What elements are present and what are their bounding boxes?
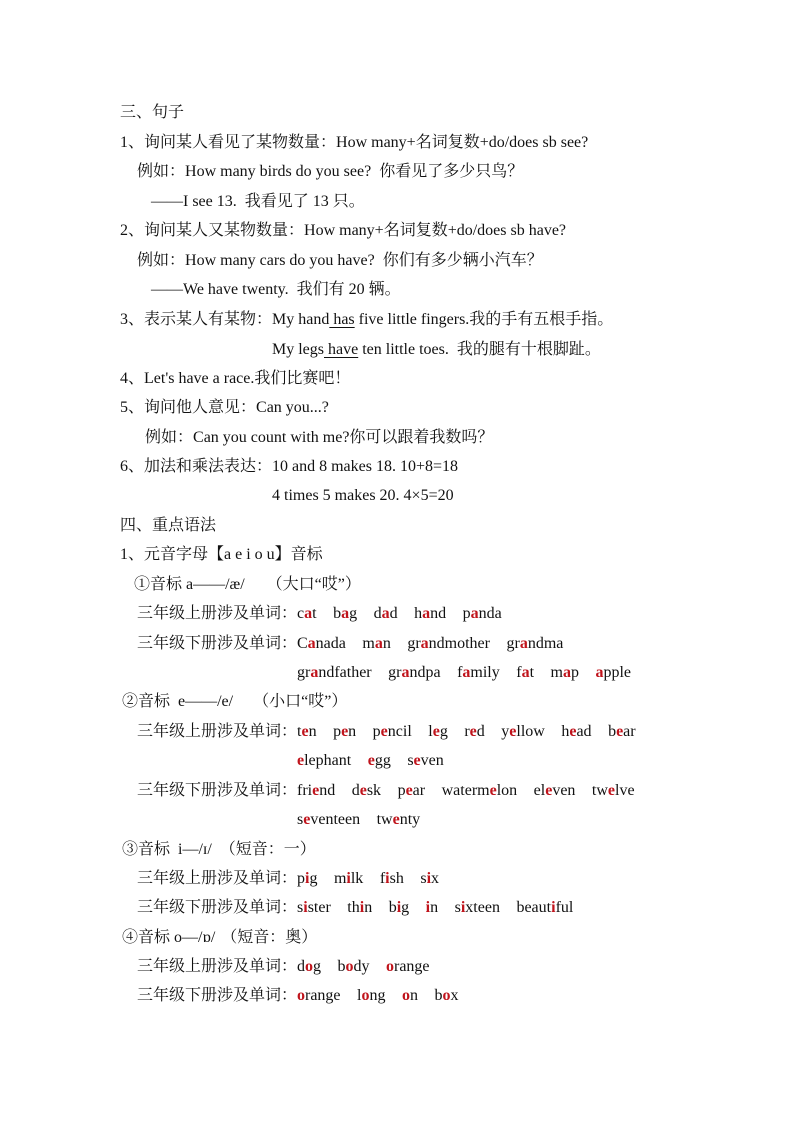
word-start: p (333, 723, 342, 740)
example-english: How many cars do you have? (185, 252, 375, 269)
word-start: l (428, 723, 433, 740)
vocab-word (297, 752, 351, 769)
highlighted-vowel: e (607, 782, 616, 799)
highlighted-vowel: a (310, 664, 319, 681)
vowel-i-upper-words (137, 868, 456, 890)
word-start: b (388, 899, 397, 916)
vocab-word (434, 987, 458, 1004)
highlighted-vowel: o (401, 987, 410, 1004)
word-end: n (308, 723, 317, 740)
vocab-word (407, 752, 443, 769)
word-list-label: 三年级上册涉及单词： (137, 723, 298, 740)
vocab-word (386, 958, 430, 975)
word-start: h (561, 723, 570, 740)
word-end: nty (399, 811, 421, 828)
word-start: p (372, 723, 381, 740)
math-expression-line (272, 485, 454, 507)
example-chinese: 你看见了多少只鸟？ (379, 163, 524, 180)
word-end: n (430, 899, 439, 916)
highlighted-vowel: e (489, 782, 497, 799)
highlighted-vowel: a (401, 664, 410, 681)
vocab-word (516, 899, 573, 916)
example-prefix: 例如： (137, 163, 186, 180)
vowel-e-title (122, 691, 347, 713)
word-end: ar (623, 723, 636, 740)
word-end: mily (470, 664, 500, 681)
vocab-word (463, 605, 502, 622)
word-end: g (439, 723, 448, 740)
vocab-word (380, 870, 404, 887)
phonetic-note: （大口“哎”） (266, 576, 361, 593)
section-heading-sentences: 三、句子 (120, 104, 185, 121)
vocab-word (561, 723, 591, 740)
word-start: s (297, 811, 304, 828)
word-end: t (312, 605, 317, 622)
highlighted-vowel: e (509, 723, 517, 740)
vocab-word (388, 664, 440, 681)
word-start: m (362, 635, 375, 652)
underlined-verb: have (324, 341, 359, 358)
word-start: m (333, 870, 347, 887)
vocab-word (414, 605, 446, 622)
word-end: lve (615, 782, 635, 799)
word-end: dy (353, 958, 370, 975)
word-start: y (501, 723, 510, 740)
sentence-pattern: Can you...? (256, 399, 329, 416)
highlighted-vowel: a (462, 664, 471, 681)
example-post: five little fingers.我的手有五根手指。 (354, 311, 614, 328)
phonetic-note: （短音：一） (219, 841, 316, 858)
highlighted-vowel: e (469, 723, 477, 740)
sentence-item-2 (120, 220, 566, 242)
word-start: b (434, 987, 443, 1004)
vocab-word (297, 605, 317, 622)
highlighted-vowel: e (616, 723, 624, 740)
word-end: ad (576, 723, 592, 740)
word-list-label: 三年级上册涉及单词： (137, 870, 298, 887)
word-end: d (389, 605, 398, 622)
phonetic-title: ④音标 o—/ɒ/ (122, 929, 216, 946)
word-end: sk (366, 782, 382, 799)
word-start: beaut (516, 899, 552, 916)
phonetic-title: ②音标 e——/e/ (122, 693, 234, 710)
highlighted-vowel: a (519, 635, 528, 652)
highlighted-vowel: i (346, 870, 351, 887)
highlighted-vowel: e (405, 782, 413, 799)
vowel-a-lower-words-cont (297, 662, 648, 684)
vowel-e-upper-words-cont (297, 750, 460, 772)
word-end: x (450, 987, 459, 1004)
phonetic-title: ③音标 i—/ɪ/ (122, 841, 212, 858)
vocab-word (368, 752, 391, 769)
example-text: Can you count with me?你可以跟着我数吗？ (193, 429, 494, 446)
highlighted-vowel: a (420, 635, 429, 652)
word-start: C (297, 635, 308, 652)
word-start: fri (297, 782, 313, 799)
highlighted-vowel: a (562, 664, 571, 681)
vocab-word (297, 782, 335, 799)
word-start: b (337, 958, 346, 975)
highlighted-vowel: e (432, 723, 440, 740)
highlighted-vowel: o (442, 987, 451, 1004)
word-end: ng (369, 987, 386, 1004)
highlighted-vowel: a (595, 664, 604, 681)
vocab-word (333, 605, 357, 622)
vocab-word (501, 723, 545, 740)
vocab-word (407, 635, 490, 652)
highlighted-vowel: a (341, 605, 350, 622)
highlighted-vowel: e (312, 782, 320, 799)
vocab-word (334, 870, 363, 887)
word-end: lephant (304, 752, 352, 769)
word-end: nada (315, 635, 346, 652)
word-end: n (409, 987, 418, 1004)
word-start: r (464, 723, 470, 740)
vocab-word (297, 723, 317, 740)
word-end: lk (350, 870, 364, 887)
sentence-item-6 (120, 456, 458, 478)
vowel-i-title (122, 839, 316, 861)
example-pre: My hand (272, 311, 330, 328)
answer-chinese: 我们有 20 辆。 (296, 281, 401, 298)
highlighted-vowel: a (470, 605, 479, 622)
word-end: llow (516, 723, 545, 740)
vocab-word (455, 899, 500, 916)
highlighted-vowel: a (304, 605, 313, 622)
vocab-word (347, 899, 372, 916)
word-end: ven (552, 782, 576, 799)
word-start: tw (376, 811, 393, 828)
word-end: venteen (310, 811, 361, 828)
vocab-word (297, 811, 360, 828)
word-end: ven (420, 752, 444, 769)
underlined-verb: has (329, 311, 355, 328)
word-end: ster (307, 899, 331, 916)
highlighted-vowel: a (521, 664, 530, 681)
highlighted-vowel: a (381, 605, 390, 622)
word-end: ndmother (428, 635, 490, 652)
vocab-word (464, 723, 484, 740)
highlighted-vowel: e (303, 811, 311, 828)
word-end: d (476, 723, 485, 740)
vocab-word (297, 958, 321, 975)
vowel-e-lower-words-cont (297, 809, 437, 831)
word-start: f (457, 664, 463, 681)
word-start: s (420, 870, 427, 887)
vocab-word (352, 782, 381, 799)
word-start: p (462, 605, 471, 622)
vocab-word (426, 899, 438, 916)
vocab-word (608, 723, 636, 740)
vocab-word (402, 987, 418, 1004)
item-label: 5、询问他人意见： (120, 399, 257, 416)
word-end: nd (319, 782, 336, 799)
word-end: range (394, 958, 430, 975)
vowel-o-lower-words (137, 985, 475, 1007)
word-list-label: 三年级下册涉及单词： (137, 987, 298, 1004)
answer-chinese: 我看见了 13 只。 (244, 193, 365, 210)
highlighted-vowel: a (307, 635, 316, 652)
answer-english: ——I see 13. (151, 193, 237, 210)
word-list-label: 三年级下册涉及单词： (137, 635, 298, 652)
section-heading-grammar: 四、重点语法 (120, 517, 217, 534)
word-start: s (454, 899, 461, 916)
vocab-word (297, 987, 341, 1004)
word-end: range (305, 987, 341, 1004)
highlighted-vowel: a (374, 635, 383, 652)
word-start: p (297, 870, 305, 887)
sentence-item-5 (120, 397, 329, 419)
word-start: tw (591, 782, 608, 799)
vocab-word (374, 605, 398, 622)
word-start: s (297, 899, 304, 916)
word-end: t (529, 664, 535, 681)
sentence-item-4 (120, 368, 350, 390)
word-list-label: 三年级下册涉及单词： (137, 899, 298, 916)
highlighted-vowel: e (367, 752, 375, 769)
vocab-word (398, 782, 426, 799)
word-start: b (608, 723, 617, 740)
sentence-item-3 (120, 309, 613, 331)
highlighted-vowel: e (359, 782, 367, 799)
highlighted-vowel: e (545, 782, 553, 799)
word-start: p (397, 782, 406, 799)
vowel-o-upper-words (137, 956, 446, 978)
highlighted-vowel: e (392, 811, 400, 828)
highlighted-vowel: i (396, 899, 402, 916)
word-end: sh (389, 870, 404, 887)
sentence-pattern: How many+名词复数+do/does sb have? (304, 222, 567, 239)
phonetic-note: （短音：奥） (221, 929, 318, 946)
vocab-word (338, 958, 370, 975)
word-start: s (407, 752, 414, 769)
vocab-word (595, 664, 631, 681)
grammar-subheading: 1、元音字母【a e i o u】音标 (120, 546, 323, 563)
item-label: 1、询问某人看见了某物数量： (120, 134, 337, 151)
vocab-word (297, 664, 372, 681)
vocab-word (506, 635, 563, 652)
word-end: pple (603, 664, 632, 681)
vocab-word (297, 870, 317, 887)
example-chinese: 你们有多少辆小汽车？ (382, 252, 543, 269)
word-end: ful (555, 899, 574, 916)
example-line (272, 339, 601, 361)
vowel-a-title (134, 574, 361, 596)
word-list-label: 三年级上册涉及单词： (137, 958, 298, 975)
highlighted-vowel: i (425, 899, 431, 916)
word-start: b (333, 605, 342, 622)
word-end: ar (412, 782, 426, 799)
word-end: n (382, 635, 391, 652)
vocab-word (592, 782, 635, 799)
vowel-a-lower-words (137, 633, 580, 655)
word-end: g (309, 870, 318, 887)
math-expression: 10 and 8 makes 18. 10+8=18 (272, 458, 459, 475)
vocab-word (297, 635, 346, 652)
word-end: g (349, 605, 358, 622)
word-start: d (351, 782, 360, 799)
word-start: h (414, 605, 423, 622)
highlighted-vowel: i (426, 870, 432, 887)
word-end: g (313, 958, 321, 975)
vocab-word (373, 723, 412, 740)
highlighted-vowel: e (301, 723, 309, 740)
highlighted-vowel: e (297, 752, 305, 769)
word-start: gr (297, 664, 311, 681)
example-post: ten little toes. 我的腿有十根脚趾。 (358, 341, 601, 358)
highlighted-vowel: e (380, 723, 388, 740)
example-line (145, 427, 493, 449)
sentence-pattern: How many+名词复数+do/does sb see? (336, 134, 589, 151)
word-end: n (348, 723, 357, 740)
highlighted-vowel: i (460, 899, 466, 916)
item-label: 2、询问某人又某物数量： (120, 222, 305, 239)
vocab-word (389, 899, 409, 916)
vocab-word (516, 664, 534, 681)
vowel-e-upper-words (137, 721, 652, 743)
word-end: lon (496, 782, 518, 799)
phonetic-note: （小口“哎”） (253, 693, 348, 710)
vocab-word (420, 870, 439, 887)
word-end: x (431, 870, 440, 887)
highlighted-vowel: e (413, 752, 421, 769)
item-label: 3、表示某人有某物： (120, 311, 273, 328)
answer-line (151, 191, 365, 213)
highlighted-vowel: i (551, 899, 556, 916)
vowel-o-title (122, 927, 317, 949)
word-end: g (401, 899, 410, 916)
word-end: ndma (527, 635, 564, 652)
highlighted-vowel: e (341, 723, 349, 740)
highlighted-vowel: o (345, 958, 354, 975)
highlighted-vowel: o (297, 987, 305, 1004)
highlighted-vowel: i (303, 899, 308, 916)
word-end: gg (374, 752, 391, 769)
vocab-word (362, 635, 390, 652)
word-end: ndpa (409, 664, 441, 681)
word-start: l (357, 987, 362, 1004)
word-end: nda (478, 605, 502, 622)
item-label: 4、 (120, 370, 145, 387)
highlighted-vowel: o (305, 958, 313, 975)
vocab-word (297, 899, 331, 916)
highlighted-vowel: e (569, 723, 577, 740)
word-start: f (379, 870, 386, 887)
vocab-word (534, 782, 576, 799)
word-list-label: 三年级上册涉及单词： (137, 605, 298, 622)
example-prefix: 例如： (145, 429, 194, 446)
word-end: ndfather (318, 664, 372, 681)
word-start: t (297, 723, 302, 740)
vocab-word (551, 664, 579, 681)
example-pre: My legs (272, 341, 324, 358)
highlighted-vowel: o (386, 958, 394, 975)
word-list-label: 三年级下册涉及单词： (137, 782, 298, 799)
answer-line (151, 279, 401, 301)
item-label: 6、加法和乘法表达： (120, 458, 273, 475)
word-start: gr (407, 635, 421, 652)
word-end: p (570, 664, 579, 681)
vowel-e-lower-words (137, 780, 651, 802)
highlighted-vowel: i (359, 899, 365, 916)
vocab-word (377, 811, 421, 828)
vocab-word (357, 987, 385, 1004)
phonetic-title: ①音标 a——/æ/ (134, 576, 245, 593)
math-expression: 4 times 5 makes 20. 4×5=20 (272, 487, 454, 504)
word-start: el (533, 782, 546, 799)
word-end: xteen (465, 899, 500, 916)
example-prefix: 例如： (137, 252, 186, 269)
answer-english: ——We have twenty. (151, 281, 289, 298)
word-start: m (550, 664, 563, 681)
vowel-i-lower-words (137, 897, 590, 919)
highlighted-vowel: i (385, 870, 390, 887)
vocab-word (333, 723, 356, 740)
example-english: How many birds do you see? (185, 163, 372, 180)
word-start: d (373, 605, 382, 622)
word-start: gr (506, 635, 520, 652)
vowel-a-upper-words (137, 603, 518, 625)
highlighted-vowel: o (361, 987, 370, 1004)
vocab-word (428, 723, 448, 740)
example-line (137, 250, 543, 272)
word-start: th (347, 899, 360, 916)
highlighted-vowel: a (422, 605, 431, 622)
word-end: ncil (387, 723, 412, 740)
example-line (137, 161, 523, 183)
sentence-item-1 (120, 132, 588, 154)
word-start: c (297, 605, 305, 622)
vocab-word (457, 664, 500, 681)
word-end: nd (430, 605, 447, 622)
word-start: d (297, 958, 305, 975)
vocab-word (442, 782, 518, 799)
word-end: n (364, 899, 373, 916)
word-start: f (516, 664, 522, 681)
highlighted-vowel: i (305, 870, 310, 887)
word-start: gr (388, 664, 402, 681)
word-start: waterm (441, 782, 490, 799)
sentence-text: Let's have a race.我们比赛吧！ (144, 370, 351, 387)
